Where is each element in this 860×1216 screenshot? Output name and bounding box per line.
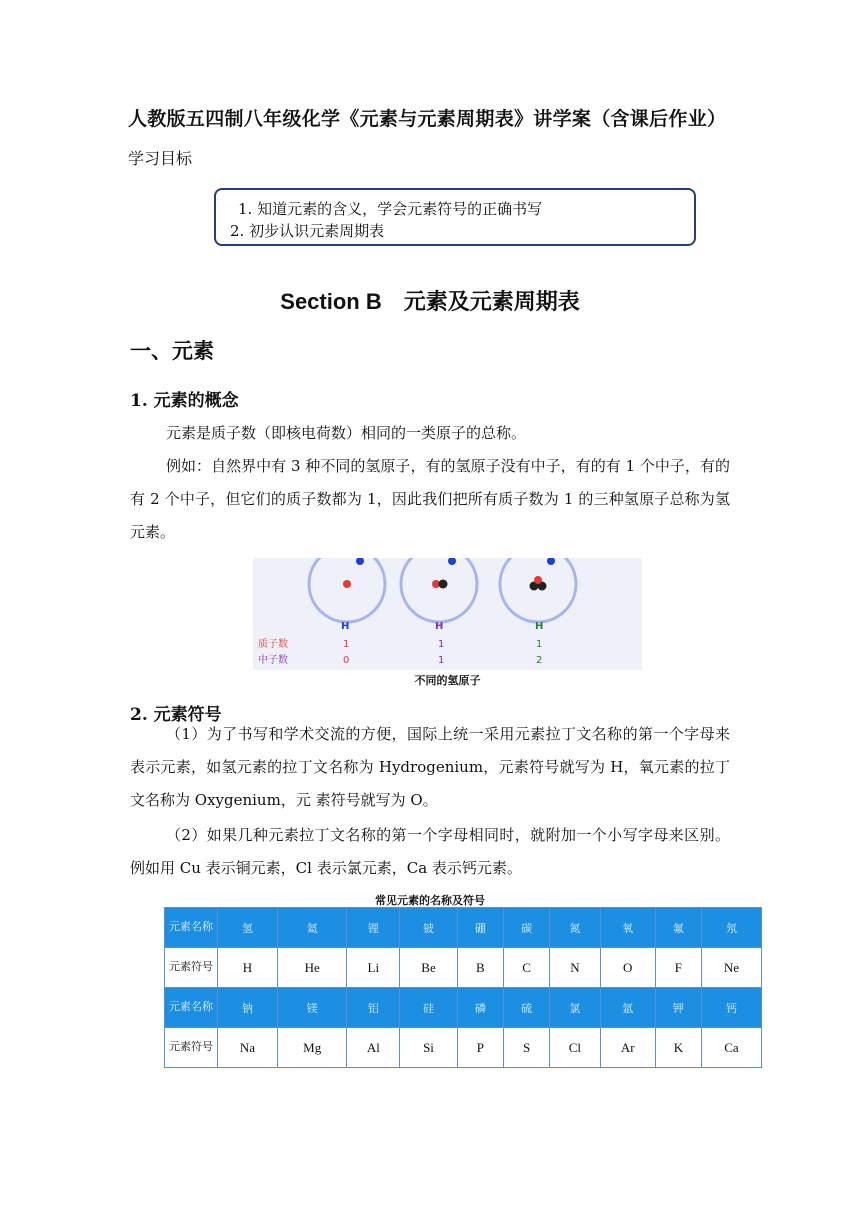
element-symbol: Ca [701, 1028, 761, 1068]
proton-count: 1 [343, 639, 350, 650]
symbol-h-3: H [535, 621, 544, 632]
neutron [439, 580, 448, 589]
element-name: 铍 [400, 908, 458, 948]
element-symbol: Li [347, 948, 400, 988]
proton [343, 580, 351, 588]
element-symbol: B [457, 948, 503, 988]
element-name: 硅 [400, 988, 458, 1028]
element-name: 氟 [655, 908, 701, 948]
element-name: 硼 [457, 908, 503, 948]
element-symbol: Mg [277, 1028, 346, 1068]
row-label: 元素名称 [165, 988, 218, 1028]
orbit [401, 558, 477, 622]
element-symbol: Na [218, 1028, 278, 1068]
paragraph-symbol-lowercase: （2）如果几种元素拉丁文名称的第一个字母相同时，就附加一个小写字母来区别。例如用 Cu 表示铜元素，Cl 表示氯元素，Ca 表示钙元素。 [130, 826, 730, 877]
element-name: 碳 [503, 908, 549, 948]
subheading-concept: 1. 元素的概念 [130, 391, 239, 411]
element-name: 硫 [503, 988, 549, 1028]
proton-count: 1 [438, 639, 445, 650]
table-row-symbols-1 [165, 948, 762, 988]
atom-deuterium [401, 558, 477, 622]
hydrogen-isotopes-figure [253, 558, 642, 687]
element-name: 氧 [600, 908, 655, 948]
row-label: 元素名称 [165, 908, 218, 948]
table-caption: 常见元素的名称及符号 [375, 894, 485, 907]
isotope-diagram [253, 558, 642, 670]
doc-title: 人教版五四制八年级化学《元素与元素周期表》讲学案（含课后作业） [128, 108, 727, 130]
electron [547, 558, 555, 565]
paragraph-definition: 元素是质子数（即核电荷数）相同的一类原子的总称。 [166, 424, 527, 442]
symbol-h-1: H [341, 621, 350, 632]
element-symbol: Be [400, 948, 458, 988]
orbit [500, 558, 576, 622]
element-name: 锂 [347, 908, 400, 948]
element-name: 钠 [218, 988, 278, 1028]
element-name: 钾 [655, 988, 701, 1028]
proton-count: 1 [536, 639, 543, 650]
goal-item-1: 1. 知道元素的含义，学会元素符号的正确书写 [238, 200, 543, 218]
figure-caption: 不同的氢原子 [414, 674, 481, 687]
element-symbol: Ar [600, 1028, 655, 1068]
element-name: 铝 [347, 988, 400, 1028]
element-symbol: S [503, 1028, 549, 1068]
element-name: 氯 [550, 988, 600, 1028]
element-symbol: O [600, 948, 655, 988]
element-name: 氩 [600, 988, 655, 1028]
table-row-symbols-2 [165, 1028, 762, 1068]
element-symbol: F [655, 948, 701, 988]
element-symbol: Al [347, 1028, 400, 1068]
element-symbol: K [655, 1028, 701, 1068]
element-symbol: H [218, 948, 278, 988]
electron [448, 558, 456, 565]
table-row-names-2 [165, 988, 762, 1028]
paragraph-example: 例如：自然界中有 3 种不同的氢原子，有的氢原子没有中子，有的有 1 个中子，有的有 2 个中子，但它们的质子数都为 1，因此我们把所有质子数为 1 的三种氢原子总称为氢元素。 [130, 457, 730, 541]
paragraph-symbol-rule: （1）为了书写和学术交流的方便，国际上统一采用元素拉丁文名称的第一个字母来表示元素，如氢元素的拉丁文名称为 Hydrogenium，元素符号就写为 H，氧元素的拉丁文名称为 Oxygenium，元 素符号就写为 O。 [130, 725, 730, 809]
symbol-h-2: H [435, 621, 444, 632]
element-name: 氢 [218, 908, 278, 948]
goal-item-2: 2. 初步认识元素周期表 [230, 222, 385, 240]
element-name: 氦 [277, 908, 346, 948]
element-symbol: C [503, 948, 549, 988]
table-row-names-1 [165, 908, 762, 948]
element-symbol: Si [400, 1028, 458, 1068]
electron [356, 558, 364, 565]
neutron-count: 1 [438, 655, 445, 666]
learning-goals-label: 学习目标 [128, 149, 193, 168]
heading-elements: 一、元素 [130, 338, 214, 363]
row-label-neutrons: 中子数 [258, 655, 288, 666]
atom-protium [309, 558, 385, 622]
row-label: 元素符号 [165, 1028, 218, 1068]
proton [534, 576, 542, 584]
orbit [309, 558, 385, 622]
atom-tritium [500, 558, 576, 622]
element-symbol: P [457, 1028, 503, 1068]
learning-goals-box [214, 188, 696, 246]
element-symbol: Ne [701, 948, 761, 988]
element-name: 氮 [550, 908, 600, 948]
element-symbol: N [550, 948, 600, 988]
element-name: 镁 [277, 988, 346, 1028]
element-name: 氖 [701, 908, 761, 948]
neutron-count: 0 [343, 655, 350, 666]
subheading-symbols: 2. 元素符号 [130, 705, 222, 725]
row-label-protons: 质子数 [258, 639, 288, 650]
row-label: 元素符号 [165, 948, 218, 988]
element-symbol: He [277, 948, 346, 988]
element-name: 磷 [457, 988, 503, 1028]
element-symbol: Cl [550, 1028, 600, 1068]
neutron-count: 2 [536, 655, 543, 666]
section-heading: Section B 元素及元素周期表 [280, 289, 580, 314]
element-name: 钙 [701, 988, 761, 1028]
element-table [164, 907, 762, 1068]
